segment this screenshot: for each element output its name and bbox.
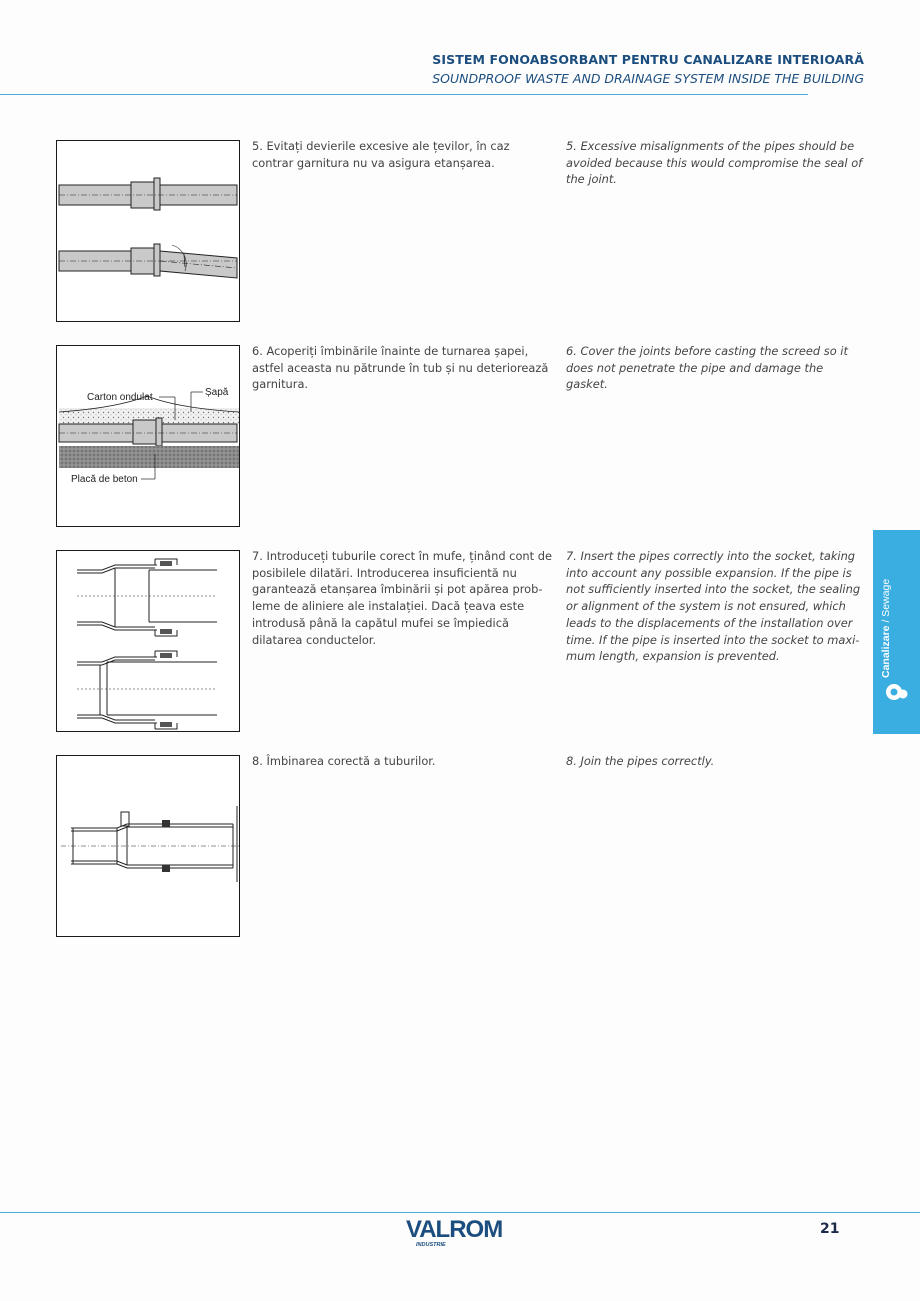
header-title: SISTEM FONOABSORBANT PENTRU CANALIZARE INTERIOARĂ: [432, 52, 864, 67]
header-subtitle: SOUNDPROOF WASTE AND DRAINAGE SYSTEM INSIDE THE BUILDING: [432, 71, 864, 86]
category-label: [880, 579, 892, 678]
footer-divider: [0, 1212, 920, 1213]
label-screed: Șapă: [205, 387, 229, 398]
step6-text-en: 6. Cover the joints before casting the screed so it does not penetrate the pipe and damage the gasket.: [566, 344, 848, 392]
category-en: Sewage: [880, 578, 892, 617]
step8-text-en: 8. Join the pipes correctly.: [566, 754, 715, 768]
step6-text-ro: 6. Acoperiți îmbinările înainte de turnarea șapei, astfel aceasta nu pătrunde în tub și nu deteriorează garnitura.: [252, 344, 549, 392]
step7-text-en: 7. Insert the pipes correctly into the socket, taking into account any possible expansion. If the pipe is not sufficiently inserted into the socket, the sealing or alignment of the system is not ensured, which leads to the displacements of the installation over time. If the pipe is inserted into the socket to maxi-mum length, expansion is prevented.: [566, 549, 861, 664]
figure-pipe-insertion: [56, 550, 240, 732]
header-divider: [0, 94, 808, 95]
step5-text-en: 5. Excessive misalignments of the pipes should be avoided because this would compromise the seal of the joint.: [566, 139, 863, 187]
step5-text-ro: 5. Evitați devierile excesive ale țevilor, în caz contrar garnitura nu va asigura etanșarea.: [252, 139, 510, 170]
figure-correct-joint: [56, 755, 240, 937]
category-separator: /: [880, 616, 892, 626]
category-ro: Canalizare: [880, 625, 892, 678]
label-concrete-slab: Placă de beton: [71, 474, 138, 485]
category-side-tab[interactable]: [873, 530, 920, 734]
logo-main-text: VALROM: [406, 1216, 503, 1243]
page-number: 21: [820, 1221, 840, 1237]
sewage-drop-icon: [885, 682, 909, 702]
figure-screed-cover: [56, 345, 240, 527]
logo-sub-text: INDUSTRIE: [416, 1242, 446, 1248]
step8-text-ro: 8. Îmbinarea corectă a tuburilor.: [252, 754, 436, 768]
valrom-logo: [404, 1215, 516, 1249]
label-cardboard: Carton ondulat: [87, 392, 153, 403]
figure-pipe-misalignment: [56, 140, 240, 322]
step7-text-ro: 7. Introduceți tuburile corect în mufe, ținând cont de posibilele dilatări. Introducerea insuficientă nu garantează etanșarea îmbinării și pot apărea prob-leme de aliniere ale instalației. Dacă țeava este introdusă până la capătul mufei se împiedică dilatarea conductelor.: [252, 549, 552, 647]
